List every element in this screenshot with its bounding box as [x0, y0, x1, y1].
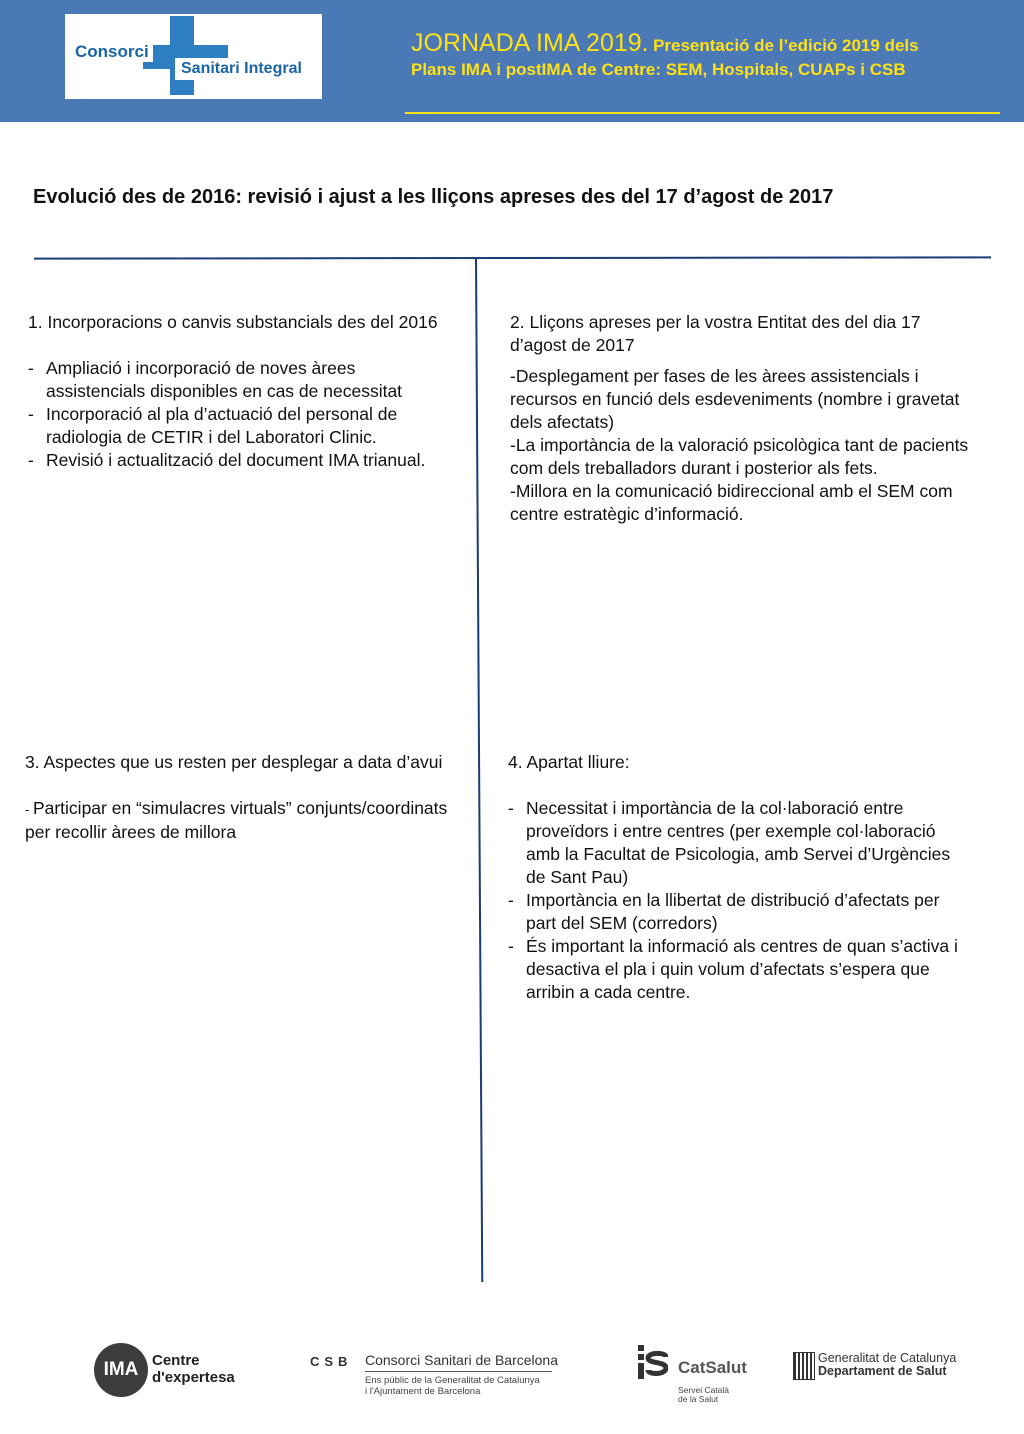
generalitat-name: Generalitat de Catalunya Departament de Salut — [818, 1351, 957, 1378]
quadrant-2-line: -Desplegament per fases de les àrees assistencials i recursos en funció dels esdeveniments (nombre i gravetat dels afectats) — [510, 366, 960, 432]
quadrant-3 — [25, 751, 465, 844]
list-item: - Importància en la llibertat de distribució d’afectats per part del SEM (corredors) — [508, 890, 940, 933]
list-item: - Ampliació i incorporació de noves àrees assistencials disponibles en cas de necessitat — [28, 358, 403, 401]
quadrant-2-line: -La importància de la valoració psicològica tant de pacients com dels treballadors durant i posterior als fets. — [510, 435, 969, 478]
quadrant-3-heading: 3. Aspectes que us resten per desplegar a data d’avui — [25, 752, 443, 772]
logo-text-line1: Consorci — [71, 42, 153, 62]
section-title: Evolució des de 2016: revisió i ajust a les lliçons apreses des del 17 d’agost de 2017 — [33, 186, 834, 208]
csb-name: Consorci Sanitari de Barcelona — [365, 1352, 558, 1368]
dash: - — [508, 936, 514, 956]
list-item: - És important la informació als centres de quan s’activa i desactiva el pla i quin volum d’afectats s’espera que arribin a cada centre. — [508, 936, 958, 1002]
quadrant-1-list — [28, 357, 458, 472]
header-band — [0, 0, 1024, 122]
title-sub1: Presentació de l’edició 2019 dels — [653, 36, 919, 55]
quadrant-2 — [510, 311, 970, 526]
csb-logo: CSB — [310, 1354, 353, 1369]
dash: - — [28, 450, 34, 470]
quadrant-3-item: - Participar en “simulacres virtuals” conjunts/coordinats per recollir àrees de millora — [25, 798, 448, 842]
quadrant-2-line: -Millora en la comunicació bidireccional amb el SEM com centre estratègic d’informació. — [510, 481, 953, 524]
quadrant-1-heading: 1. Incorporacions o canvis substancials des del 2016 — [28, 312, 438, 332]
page-title — [411, 30, 1011, 80]
title-underline — [405, 112, 1000, 114]
catsalut-subtitle: Servei Català de la Salut — [678, 1385, 730, 1404]
quadrant-4 — [508, 751, 968, 1004]
dash: - — [28, 404, 34, 424]
catsalut-name: CatSalut — [678, 1358, 747, 1377]
dash: - — [508, 798, 514, 818]
title-sub2: Plans IMA i postIMA de Centre: SEM, Hospitals, CUAPs i CSB — [411, 60, 906, 79]
quadrant-4-list — [508, 797, 968, 1004]
ima-logo: IMA — [94, 1343, 148, 1397]
list-item: - Necessitat i importància de la col·laboració entre proveïdors i entre centres (per exemple col·laboració amb la Facultat de Psicologia, amb Servei d’Urgències de Sant Pau) — [508, 798, 951, 887]
dash: - — [508, 890, 514, 910]
horizontal-divider — [34, 256, 991, 259]
quadrant-2-heading: 2. Lliçons apreses per la vostra Entitat des del dia 17 d’agost de 2017 — [510, 312, 921, 355]
consorci-sanitari-integral-logo — [65, 14, 322, 99]
spacer — [25, 774, 465, 797]
catsalut-icon — [638, 1345, 668, 1379]
list-item: - Incorporació al pla d’actuació del personal de radiologia de CETIR i del Laboratori Clinic. — [28, 404, 398, 447]
quadrant-1 — [28, 311, 458, 472]
list-item: - Revisió i actualització del document IMA trianual. — [28, 450, 426, 470]
dash: - — [25, 802, 33, 817]
title-main: JORNADA IMA 2019. — [411, 29, 649, 57]
csb-subtitle: Ens públic de la Generalitat de Catalunya i l'Ajuntament de Barcelona — [365, 1375, 540, 1397]
vertical-divider — [475, 258, 483, 1282]
dash: - — [28, 358, 34, 378]
quadrant-4-heading: 4. Apartat lliure: — [508, 752, 630, 772]
csb-rule — [365, 1371, 552, 1372]
ima-centre-expertesa: Centre d'expertesa — [152, 1352, 235, 1386]
generalitat-icon — [793, 1352, 815, 1380]
logo-text-line2: Sanitari Integral — [175, 58, 308, 80]
